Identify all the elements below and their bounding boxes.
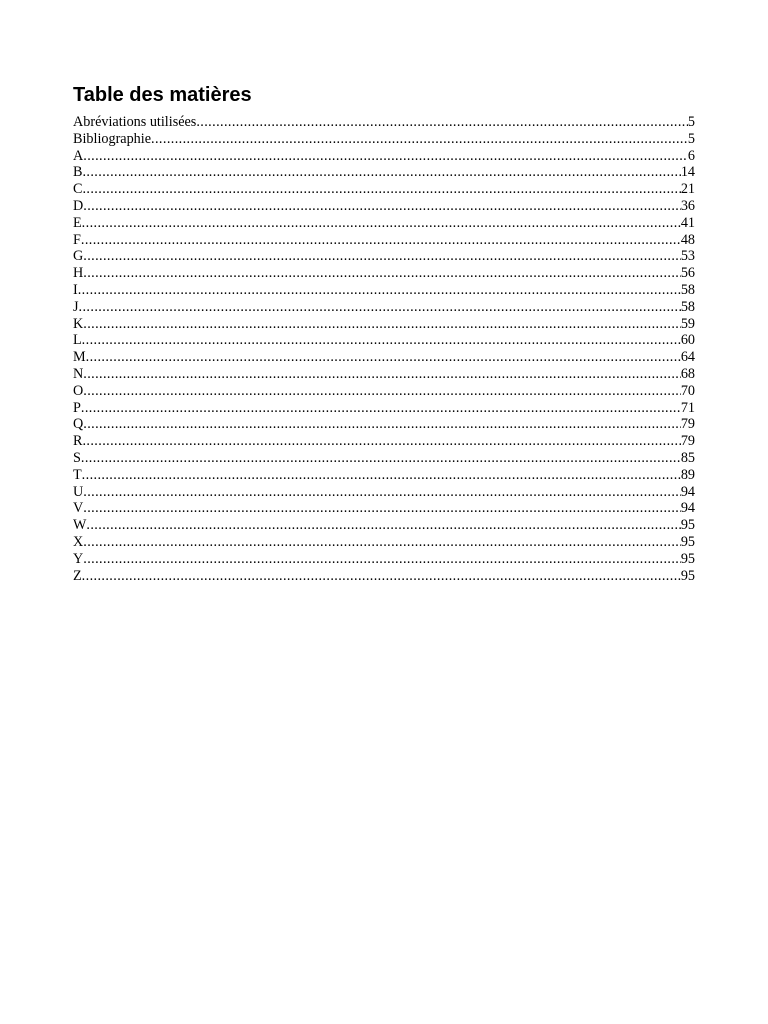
toc-dot-leader (83, 366, 681, 383)
toc-dot-leader (79, 299, 681, 316)
toc-entry-label: R (73, 433, 83, 450)
toc-entry-page-number: 71 (680, 399, 695, 416)
toc-entry-label: L (73, 332, 82, 349)
toc-entry[interactable] (73, 517, 695, 534)
toc-dot-leader (83, 265, 681, 282)
toc-entry[interactable] (73, 282, 695, 299)
toc-entry-label: U (73, 483, 84, 500)
toc-dot-leader (81, 400, 681, 417)
toc-entry-label: O (73, 382, 84, 399)
toc-entry[interactable] (73, 366, 695, 383)
toc-entry[interactable] (73, 400, 695, 417)
toc-dot-leader (86, 349, 681, 366)
toc-entry[interactable] (73, 181, 695, 198)
toc-entry-page-number: 94 (680, 500, 695, 517)
toc-entry-label: H (73, 265, 84, 282)
toc-entry[interactable] (73, 248, 695, 265)
toc-entry-label: Q (73, 416, 84, 433)
toc-dot-leader (83, 316, 681, 333)
toc-dot-leader (83, 148, 688, 165)
toc-entry[interactable] (73, 416, 695, 433)
toc-entry-page-number: 95 (680, 567, 695, 584)
toc-dot-leader (82, 433, 680, 450)
toc-dot-leader (82, 215, 681, 232)
toc-entry-page-number: 21 (680, 181, 695, 198)
toc-dot-leader (83, 416, 681, 433)
toc-entry[interactable] (73, 265, 695, 282)
toc-entry[interactable] (73, 568, 695, 585)
toc-entry[interactable] (73, 114, 695, 131)
toc-entry[interactable] (73, 131, 695, 148)
toc-entry-page-number: 56 (680, 265, 695, 282)
toc-entry[interactable] (73, 299, 695, 316)
toc-entry-page-number: 64 (680, 349, 695, 366)
toc-dot-leader (83, 484, 681, 501)
toc-entry-page-number: 58 (680, 281, 695, 298)
toc-entry[interactable] (73, 450, 695, 467)
toc-entry-page-number: 94 (680, 483, 695, 500)
toc-entry-page-number: 6 (687, 147, 695, 164)
toc-entry-page-number: 5 (687, 130, 695, 147)
toc-entry[interactable] (73, 534, 695, 551)
toc-dot-leader (83, 248, 681, 265)
toc-entry-page-number: 95 (680, 517, 695, 534)
toc-entry-page-number: 89 (680, 466, 695, 483)
toc-entry-label: K (73, 315, 84, 332)
toc-dot-leader (83, 534, 681, 551)
toc-entry-label: P (73, 399, 81, 416)
toc-entry-page-number: 59 (680, 315, 695, 332)
toc-entry[interactable] (73, 198, 695, 215)
toc-entry[interactable] (73, 349, 695, 366)
toc-entry[interactable] (73, 164, 695, 181)
toc-entry-label: S (73, 449, 81, 466)
toc-entry-page-number: 85 (680, 449, 695, 466)
toc-entry[interactable] (73, 383, 695, 400)
toc-entry-label: C (73, 181, 83, 198)
toc-entry-label: X (73, 533, 84, 550)
toc-entry[interactable] (73, 551, 695, 568)
toc-entry-page-number: 70 (680, 382, 695, 399)
toc-entry-label: J (73, 298, 79, 315)
toc-dot-leader (82, 467, 681, 484)
toc-entry-page-number: 48 (680, 231, 695, 248)
toc-entry-label: G (73, 248, 84, 265)
toc-entry-list (73, 114, 695, 584)
toc-entry-label: N (73, 365, 84, 382)
toc-dot-leader (82, 181, 680, 198)
toc-entry[interactable] (73, 232, 695, 249)
toc-entry-page-number: 79 (680, 416, 695, 433)
toc-entry-page-number: 53 (680, 248, 695, 265)
toc-entry[interactable] (73, 148, 695, 165)
toc-entry-page-number: 14 (680, 164, 695, 181)
toc-entry-label: Z (73, 567, 82, 584)
toc-entry-label: Y (73, 550, 84, 567)
toc-entry-page-number: 68 (680, 365, 695, 382)
toc-entry-label: Bibliographie (73, 130, 152, 147)
toc-entry[interactable] (73, 467, 695, 484)
toc-dot-leader (196, 114, 688, 131)
toc-dot-leader (81, 232, 681, 249)
toc-dot-leader (78, 282, 681, 299)
toc-entry-page-number: 79 (680, 433, 695, 450)
toc-entry-page-number: 58 (680, 298, 695, 315)
toc-entry-label: D (73, 197, 84, 214)
toc-entry[interactable] (73, 500, 695, 517)
toc-entry-label: Abréviations utilisées (73, 114, 197, 130)
toc-entry-label: T (73, 466, 82, 483)
toc-dot-leader (83, 500, 681, 517)
toc-dot-leader (83, 383, 681, 400)
toc-dot-leader (83, 198, 681, 215)
toc-entry-page-number: 95 (680, 533, 695, 550)
toc-entry-page-number: 60 (680, 332, 695, 349)
toc-entry-label: F (73, 231, 81, 248)
toc-entry-page-number: 95 (680, 550, 695, 567)
toc-entry-page-number: 36 (680, 197, 695, 214)
toc-entry-label: A (73, 147, 84, 164)
toc-entry-label: V (73, 500, 84, 517)
toc-dot-leader (82, 332, 681, 349)
toc-dot-leader (83, 551, 681, 568)
toc-entry[interactable] (73, 332, 695, 349)
toc-entry-label: I (73, 281, 78, 298)
toc-entry-label: E (73, 214, 82, 231)
table-of-contents (73, 82, 695, 584)
toc-entry-page-number: 41 (680, 214, 695, 231)
toc-entry-label: W (73, 517, 87, 534)
toc-dot-leader (81, 450, 681, 467)
toc-title: Table des matières (73, 84, 252, 106)
toc-dot-leader (151, 131, 688, 148)
toc-entry[interactable] (73, 433, 695, 450)
toc-dot-leader (82, 568, 681, 585)
toc-entry[interactable] (73, 484, 695, 501)
toc-entry[interactable] (73, 215, 695, 232)
toc-entry[interactable] (73, 316, 695, 333)
toc-entry-label: B (73, 164, 83, 181)
toc-dot-leader (86, 517, 680, 534)
toc-entry-page-number: 5 (687, 114, 695, 130)
toc-dot-leader (82, 164, 680, 181)
toc-entry-label: M (73, 349, 86, 366)
